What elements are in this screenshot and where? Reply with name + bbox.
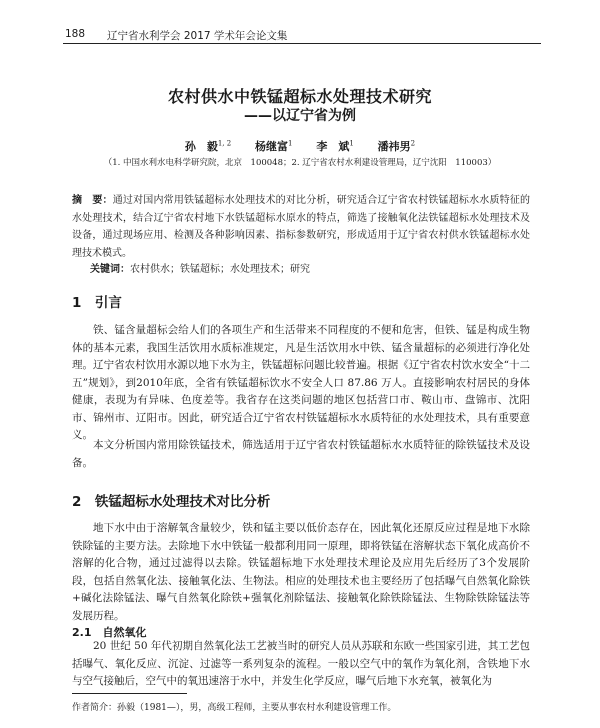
running-header [63,26,541,42]
keywords-text: 农村供水；铁锰超标；水处理技术；研究 [130,264,310,275]
paragraph: 地下水中由于溶解氧含量较少，铁和锰主要以低价态存在，因此氧化还原反应过程是地下水除铁除锰的主要方法。去除地下水中铁锰一般都利用同一原理，即将铁锰在溶解状态下氧化成高价不溶解的化合物，通过过滤得以去除。铁锰超标地下水处理技术理论及应用先后经历了3个发展阶段，包括自然氧化法、接触氧化法、生物法。相应的处理技术也主要经历了包括曝气自然氧化除铁+碱化法除锰法、曝气自然氧化除铁+强氧化剂除锰法、接触氧化除铁除锰法、生物除铁除锰法等发展历程。 [72,522,530,622]
abstract [72,192,530,262]
section-heading-comparison: 2 铁锰超标水处理技术对比分析 [72,494,271,510]
paper-title: 农村供水中铁锰超标水处理技术研究 [167,87,432,106]
footnote-rule [72,693,187,694]
keywords [90,260,530,275]
subsection-heading-natural-oxidation: 2.1 自然氧化 [72,626,147,639]
header-rule [63,43,541,44]
author-list [0,138,600,154]
paragraph: 本文分析国内常用除铁锰技术，筛选适用于辽宁省农村铁锰超标水水质特征的除铁锰技术及设备。 [72,439,530,469]
section-heading-introduction: 1 引言 [72,295,122,311]
author: 李 斌$^1$ [316,139,354,153]
author: 杨继富$^1$ [255,139,293,153]
journal-title: 辽宁省水利学会 2017 学术年会论文集 [107,30,288,42]
affiliations: （1. 中国水利水电科学研究院，北京 100048；2. 辽宁省农村水利建设管理局，辽宁沈阳 110003） [103,158,497,168]
paper-subtitle: ——以辽宁省为例 [244,108,356,124]
paragraph: 铁、锰含量超标会给人们的各项生产和生活带来不同程度的不便和危害，但铁、锰是构成生物体的基本元素，我国生活饮用水质标准规定，凡是生活饮用水中铁、锰含量超标的必须进行净化处理。辽宁省农村饮用水源以地下水为主，铁锰超标问题比较普遍。根据《辽宁省农村饮水安全“十二五”规划》，到2010年底，全省有铁锰超标饮水不安全人口 87.86 万人。直接影响农村居民的身体健康，表现为有异味、色度差等。我省存在这类问题的地区包括营口市、鞍山市、盘锦市、沈阳市、锦州市、辽阳市。因此，研究适合辽宁省农村铁锰超标水水质特征的水处理技术，具有重要意义。 [72,324,530,441]
author-bio-footnote: 作者简介：孙毅（1981—），男，高级工程师，主要从事农村水利建设管理工作。 [72,703,397,713]
author: 潘祎男$^2$ [377,139,416,153]
keywords-label: 关键词： [90,264,130,275]
author: 孙 毅$^{1, 2}$ [184,139,232,153]
abstract-text: 通过对国内常用铁锰超标水处理技术的对比分析，研究适合辽宁省农村铁锰超标水水质特征的水处理技术，结合辽宁省农村地下水铁锰超标水原水的特点，筛选了接触氧化法铁锰超标水处理技术及设备，通过现场应用、检测及各种影响因素、指标参数研究，形成适用于辽宁省农村供水铁锰超标水处理技术模式。 [72,195,531,259]
abstract-label: 摘 要： [72,195,113,206]
page-number: 188 [65,28,86,40]
paragraph: 20 世纪 50 年代初期自然氧化法工艺被当时的研究人员从苏联和东欧一些国家引进，其工艺包括曝气、氧化反应、沉淀、过滤等一系列复杂的流程。一般以空气中的氧作为氧化剂，含铁地下水与空气接触后，空气中的氧迅速溶于水中，并发生化学反应，曝气后地下水充氧，被氧化为 [72,640,530,687]
